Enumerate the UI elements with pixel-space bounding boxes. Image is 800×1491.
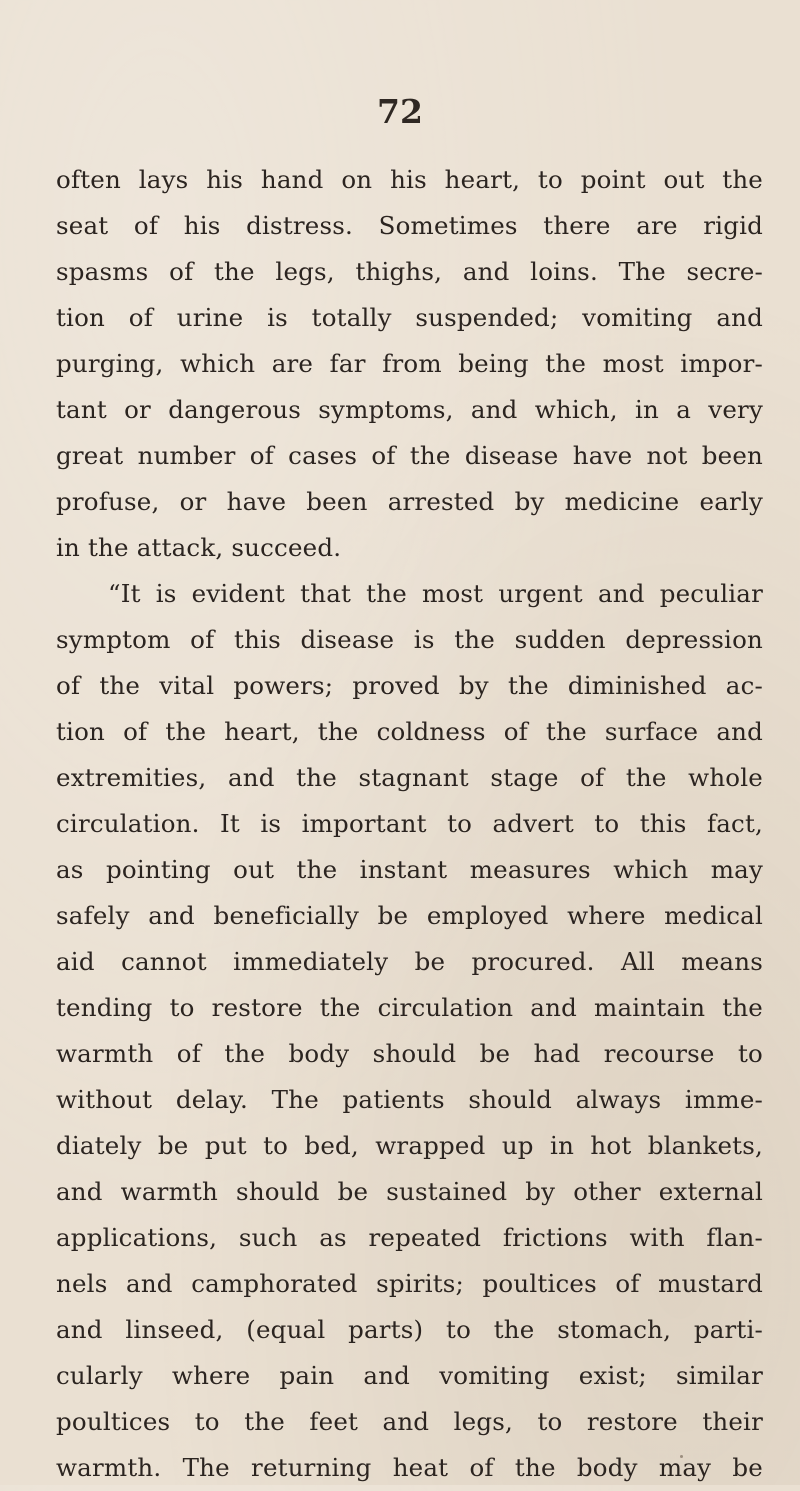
text-line: tending to restore the circulation and maintain the bbox=[56, 993, 763, 1022]
text-line: spasms of the legs, thighs, and loins. The secre- bbox=[56, 257, 763, 286]
text-line: and warmth should be sustained by other external bbox=[56, 1177, 763, 1206]
text-line: tion of urine is totally suspended; vomiting and bbox=[56, 303, 763, 332]
text-line: seat of his distress. Sometimes there are rigid bbox=[56, 211, 763, 240]
page-number: 72 bbox=[377, 92, 423, 131]
text-line: as pointing out the instant measures which may bbox=[56, 855, 763, 884]
text-line: purging, which are far from being the most impor- bbox=[56, 349, 763, 378]
text-line: tant or dangerous symptoms, and which, in a very bbox=[56, 395, 763, 424]
text-line: safely and beneficially be employed where medical bbox=[56, 901, 763, 930]
text-line: circulation. It is important to advert to this fact, bbox=[56, 809, 763, 838]
text-line: warmth of the body should be had recourse to bbox=[56, 1039, 763, 1068]
text-line: great number of cases of the disease have not been bbox=[56, 441, 763, 470]
text-line: applications, such as repeated frictions with flan- bbox=[56, 1223, 763, 1252]
text-line: profuse, or have been arrested by medicine early bbox=[56, 487, 763, 516]
text-line: symptom of this disease is the sudden depression bbox=[56, 625, 763, 654]
text-line: without delay. The patients should always imme- bbox=[56, 1085, 763, 1114]
text-line-paragraph-end: in the attack, succeed. bbox=[56, 533, 342, 562]
text-line: extremities, and the stagnant stage of the whole bbox=[56, 763, 763, 792]
text-line: aid cannot immediately be procured. All means bbox=[56, 947, 763, 976]
paper-speck bbox=[680, 1455, 683, 1458]
text-line: nels and camphorated spirits; poultices of mustard bbox=[56, 1269, 763, 1298]
text-line: of the vital powers; proved by the diminished ac- bbox=[56, 671, 763, 700]
text-line: often lays his hand on his heart, to point out the bbox=[56, 165, 763, 194]
text-line: poultices to the feet and legs, to restore their bbox=[56, 1407, 763, 1436]
text-line: diately be put to bed, wrapped up in hot blankets, bbox=[56, 1131, 763, 1160]
text-line-paragraph-start: “It is evident that the most urgent and peculiar bbox=[108, 579, 763, 608]
text-line: and linseed, (equal parts) to the stomach, parti- bbox=[56, 1315, 763, 1344]
text-line: warmth. The returning heat of the body may be bbox=[56, 1453, 763, 1482]
text-line: cularly where pain and vomiting exist; similar bbox=[56, 1361, 763, 1390]
text-line: tion of the heart, the coldness of the surface and bbox=[56, 717, 763, 746]
